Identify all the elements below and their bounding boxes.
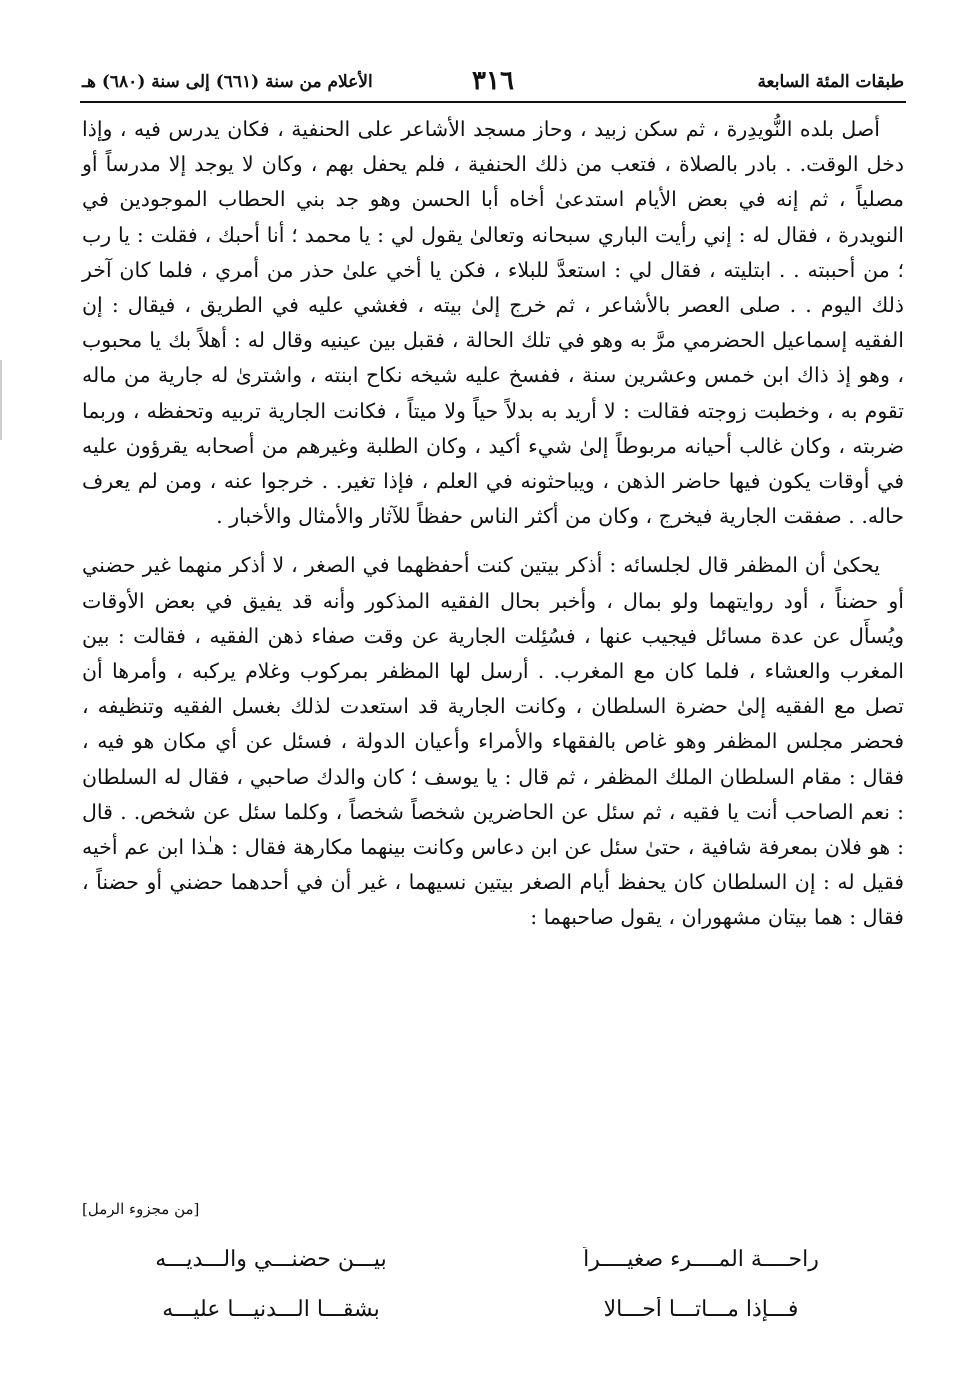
running-header xyxy=(82,66,904,100)
paragraph-biography: أصل بلده النُّويدِرة ، ثم سكن زبيد ، وحاز مسجد الأشاعر على الحنفية ، فكان يدرس فيه ، وإذا دخل الوقت. . بادر بالصلاة ، فتعب من ذلك الحنفية ، فلم يحفل بهم ، وكان لا يوجد إلا مدرساً أو مصلياً ، ثم إنه في بعض الأيام استدعىٰ أخاه أبا الحسن وهو جد بني الحطاب الموجودين في النويدرة ، فقال له : إني رأيت الباري سبحانه وتعالىٰ يقول لي : يا محمد ؛ أنا أحبك ، فقلت : يا رب ؛ من أحببته . . ابتليته ، فقال لي : استعدَّ للبلاء ، فكن يا أخي علىٰ حذر من أمري ، فلما كان آخر ذلك اليوم . . صلى العصر بالأشاعر ، ثم خرج إلىٰ بيته ، فغشي عليه في الطريق ، فيقال : إن الفقيه إسماعيل الحضرمي مرَّ به وهو في تلك الحالة ، فقبل بين عينيه وقال له : أهلاً بك يا محبوب ، وهو إذ ذاك ابن خمس وعشرين سنة ، ففسخ عليه شيخه نكاح ابنته ، واشترىٰ له جارية من ماله تقوم به ، وخطبت زوجته فقالت : لا أريد به بدلاً حياً ولا ميتاً ، فكانت الجارية تربيه وتحفظه ، وربما ضربته ، وكان غالب أحيانه مربوطاً إلىٰ شيء أكيد ، وكان الطلبة وغيرهم من أصحابه يقرؤون عليه في أوقات يكون فيها حاضر الذهن ، ويباحثونه في العلم ، فإذا تغير. . خرجوا عنه ، ومن لم يعرف حاله. . صفقت الجارية فيخرج ، وكان من أكثر الناس حفظاً للآثار والأمثال والأخبار . xyxy=(82,117,904,529)
header-divider xyxy=(80,101,906,103)
chapter-range-title: الأعلام من سنة (٦٦١) إلى سنة (٦٨٠) هـ xyxy=(82,72,373,92)
section-title: طبقات المئة السابعة xyxy=(757,72,904,92)
paragraph-anecdote: يحكىٰ أن المظفر قال لجلسائه : أذكر بيتين كنت أحفظهما في الصغر ، لا أذكر منهما غير حضني أو حضناً ، أود روايتهما ولو بمال ، وأخبر بحال الفقيه المذكور وأنه قد يفيق في بعض الأوقات ويُسأَل عن عدة مسائل فيجيب عنها ، فسُئِلت الجارية عن وقت صفاء ذهن الفقيه ، فقالت : بين المغرب والعشاء ، فلما كان مع المغرب. . أرسل لها المظفر بمركوب وغلام يركبه ، وأمرها أن تصل مع الفقيه إلىٰ حضرة السلطان ، وكانت الجارية قد استعدت لذلك بغسل الفقيه وتنظيفه ، فحضر مجلس المظفر وهو غاص بالفقهاء والأمراء وأعيان الدولة ، فسئل عن أي مكان هو فيه ، فقال : مقام السلطان الملك المظفر ، ثم قال : يا يوسف ؛ كان والدك صاحبي ، فقال له السلطان : نعم الصاحب أنت يا فقيه ، ثم سئل عن الحاضرين شخصاً شخصاً ، وكلما سئل عن شخص. . قال : هو فلان بمعرفة شافية ، حتىٰ سئل عن ابن دعاس وكانت بينهما مكارهة فقال : هـٰذا ابن عم أخيه فقيل له : إن السلطان كان يحفظ أيام الصغر بيتين نسيهما ، غير أن في أحدهما حضني أو حضناً ، فقال : هما بيتان مشهوران ، يقول صاحبهما : xyxy=(82,553,904,930)
main-text xyxy=(82,112,904,936)
poem xyxy=(96,1234,876,1334)
poem-verse xyxy=(96,1284,876,1334)
scan-edge-mark xyxy=(0,360,2,440)
verse-first-hemistich: فـــإذا مـــاتـــا أحـــالا xyxy=(603,1296,799,1322)
verse-second-hemistich: بيـــن حضنـــي والـــديـــه xyxy=(155,1246,387,1272)
verse-first-hemistich: راحــــة المــــرء صغيــــراً xyxy=(583,1246,819,1272)
meter-row xyxy=(82,1196,904,1226)
poem-verse xyxy=(96,1234,876,1284)
verse-second-hemistich: بشقـــا الـــدنيـــا عليـــه xyxy=(162,1296,380,1322)
page-number: ٣١٦ xyxy=(472,66,514,96)
poetic-meter-note: [من مجزوء الرمل] xyxy=(82,1200,200,1218)
